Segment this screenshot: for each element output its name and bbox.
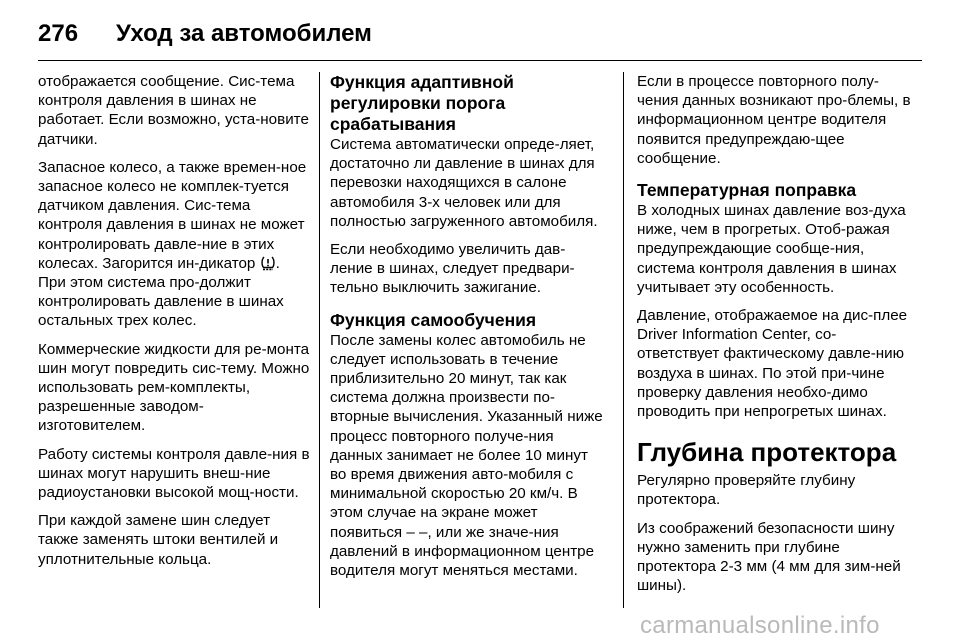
paragraph-spare-wheel	[38, 158, 310, 331]
page-header	[38, 14, 372, 54]
page-title: Уход за автомобилем	[116, 20, 372, 47]
paragraph: Из соображений безопасности шину нужно заменить при глубине протектора 2-3 мм (4 мм для зим-ней шины).	[637, 519, 901, 595]
major-heading: Глубина протектора	[637, 437, 897, 468]
paragraph: Работу системы контроля давле-ния в шинах могут нарушить внеш-ние радиоустановки высокой мощ-ности.	[38, 445, 310, 502]
column-2	[330, 72, 606, 589]
paragraph: Давление, отображаемое на дис-плее Driver Information Center, со-ответствует фактическому давле-нию воздуха в шинах. По этой при-чине проверку давления необхо-димо проводить при непрогретых шинах.	[637, 307, 908, 421]
paragraph: Если необходимо увеличить дав-ление в шинах, следует предвари-тельно выключить зажигание.	[330, 241, 575, 297]
section-heading: Температурная поправка	[637, 180, 857, 201]
header-divider	[38, 60, 922, 61]
text-segment: . При этом система про-должит контролировать давление в шинах остальных трех колес.	[38, 254, 284, 330]
paragraph: Коммерческие жидкости для ре-монта шин могут повредить сис-тему. Можно использовать рем-комплекты, разрешенные заводом-изготовителем.	[38, 340, 310, 435]
column-divider-2	[623, 72, 624, 608]
paragraph: При каждой замене шин следует также заменять штоки вентилей и уплотнительные кольца.	[38, 512, 279, 568]
section-heading: Функция адаптивной регулировки порога срабатывания	[330, 72, 514, 134]
paragraph: После замены колес автомобиль не следует использовать в течение приблизительно 20 минут, так как система должна произвести по-вторные вычисления. Указанный ниже процесс повторного получе-ния данных занимает не более 10 минут во время движения авто-мобиля с минимальной скоростью 20 км/ч. В этом случае на экране может появиться – –, или же значе-ния давлений в информационном центре водителя могут меняться местами.	[330, 331, 603, 580]
tire-pressure-warning-icon	[260, 255, 276, 271]
column-1	[38, 72, 310, 578]
paragraph: В холодных шинах давление воз-духа ниже, чем в прогретых. Отоб-ражая предупреждающие сообще-ния, система контроля давления в шинах учитывает эту особенность.	[637, 202, 906, 296]
paragraph: Регулярно проверяйте глубину протектора.	[637, 472, 856, 509]
paragraph: отображается сообщение. Сис-тема контроля давления в шинах не работает. Если возможно, уста-новите датчики.	[38, 73, 309, 148]
text-segment: Запасное колесо, а также времен-ное запасное колесо не комплек-туется датчиком давления. Сис-тема контроля давления в шинах не может контролировать давле-ние в этих колесах. Загорится ин-дикатор	[38, 158, 307, 272]
paragraph: Система автоматически опреде-ляет, достаточно ли давление в шинах для перевозки находящихся в салоне автомобиля 3-х человек или для полностью загруженного автомобиля.	[330, 136, 598, 230]
column-divider-1	[319, 72, 320, 608]
watermark: carmanualsonline.info	[640, 612, 880, 639]
section-heading: Функция самообучения	[330, 309, 537, 330]
column-3	[637, 72, 917, 604]
page-number: 276	[38, 20, 79, 47]
paragraph: Если в процессе повторного полу-чения данных возникают про-блемы, в информационном центре водителя появится предупреждаю-щее сообщение.	[637, 73, 911, 167]
